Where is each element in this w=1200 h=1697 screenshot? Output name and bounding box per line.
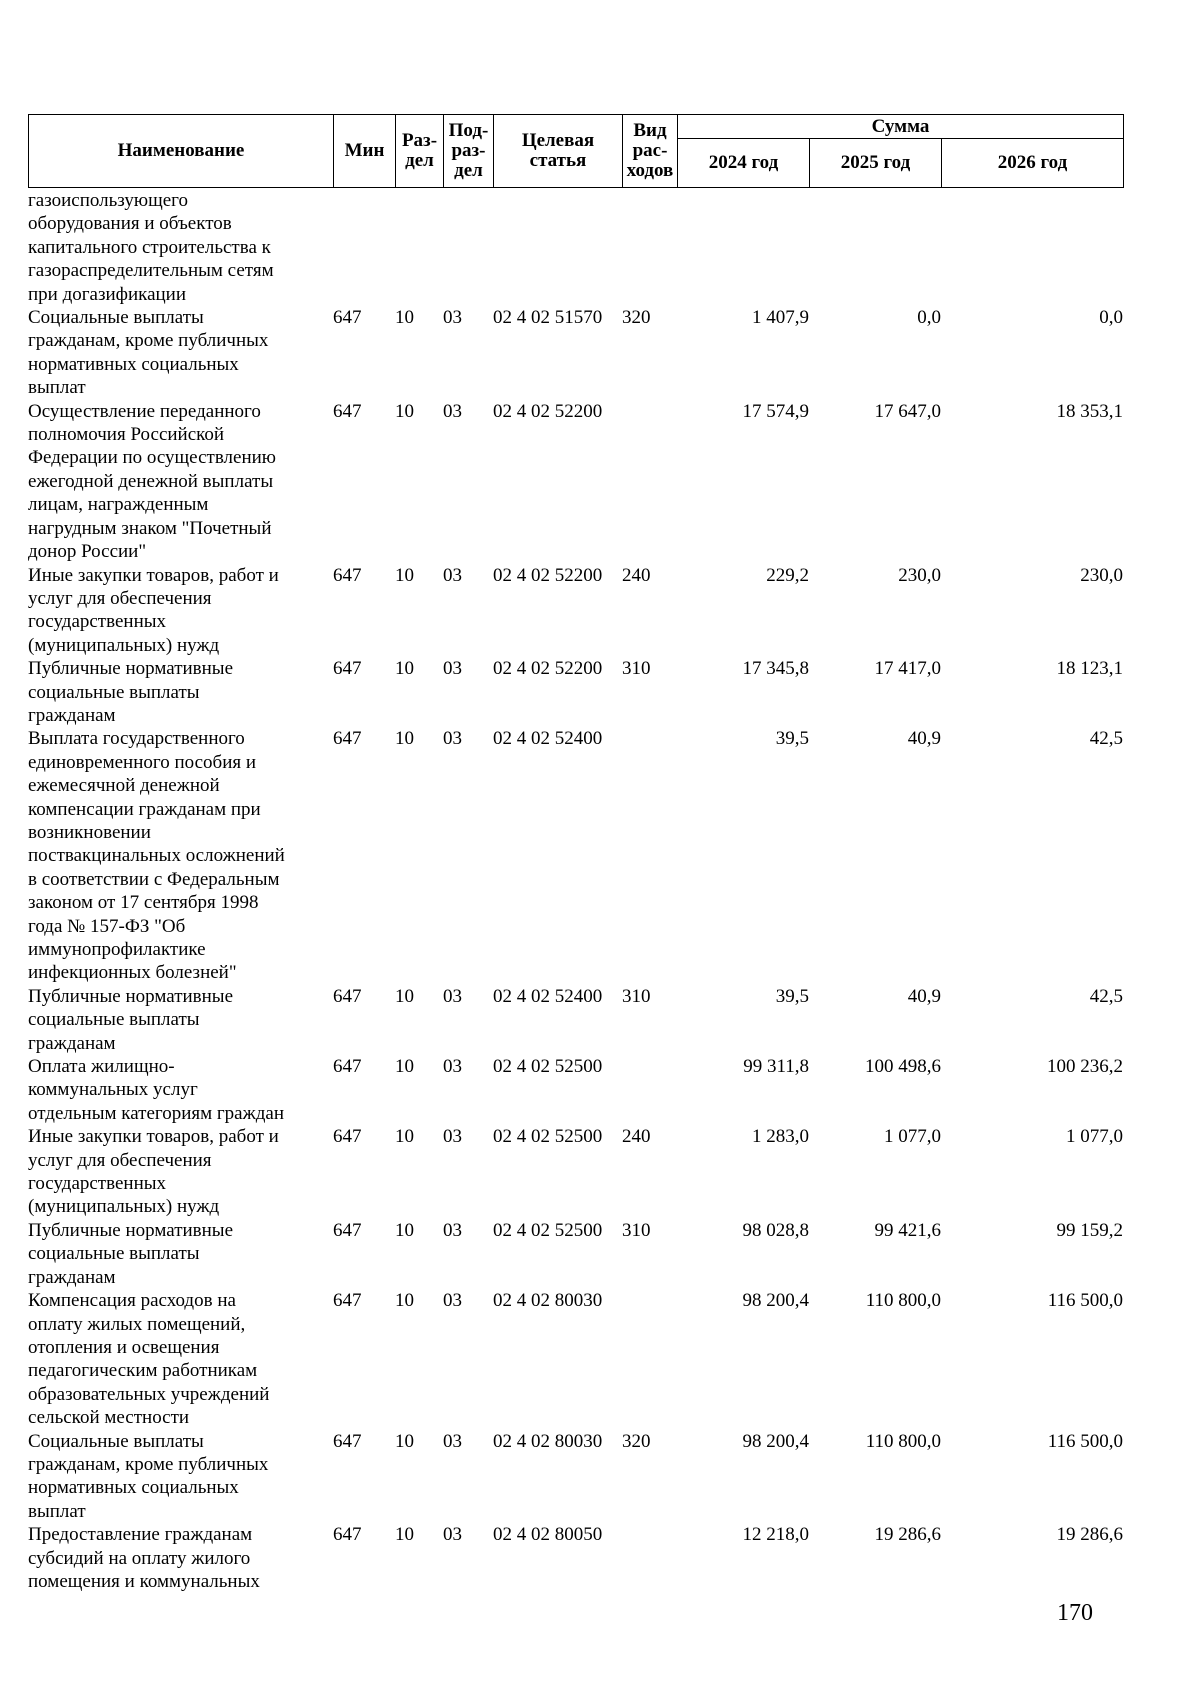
row-razdel: 10 [395, 728, 414, 750]
row-sum-2026: 116 500,0 [1047, 1290, 1123, 1312]
row-sum-2025: 17 417,0 [874, 658, 941, 680]
row-min: 647 [333, 307, 362, 329]
table-row [28, 1219, 1123, 1289]
row-sum-2024: 1 407,9 [752, 307, 809, 329]
row-name-text: Публичные нормативные социальные выплаты гражданам [28, 658, 234, 726]
row-vid: 240 [622, 1126, 651, 1148]
row-razdel: 10 [395, 1126, 414, 1148]
row-vid [622, 1523, 677, 1593]
row-sum-2024: 12 218,0 [742, 1524, 809, 1546]
header-podrazdel [444, 115, 494, 188]
row-razdel: 10 [395, 1056, 414, 1078]
row-min: 647 [333, 1430, 362, 1452]
row-celevaya: 02 4 02 80030 [493, 1430, 603, 1452]
row-podrazdel: 03 [443, 1126, 462, 1148]
row-sum-2026: 230,0 [1080, 564, 1123, 586]
header-podrazdel-text: Под- раз- дел [448, 120, 489, 181]
row-celevaya: 02 4 02 52200 [493, 400, 603, 422]
row-sum-2025: 0,0 [917, 307, 941, 329]
row-sum-2025: 110 800,0 [865, 1430, 941, 1452]
row-vid: 310 [622, 1219, 651, 1241]
row-sum-2024 [677, 189, 809, 306]
row-min: 647 [333, 1524, 362, 1546]
header-min: Мин [334, 115, 396, 188]
row-celevaya: 02 4 02 52500 [493, 1056, 603, 1078]
row-razdel: 10 [395, 1290, 414, 1312]
header-name: Наименование [29, 115, 334, 188]
row-celevaya [493, 189, 622, 306]
row-razdel: 10 [395, 1219, 414, 1241]
row-name-text: Иные закупки товаров, работ и услуг для обеспечения государственных (муниципальных) нужд [28, 564, 279, 656]
row-sum-2024: 17 574,9 [742, 400, 809, 422]
row-razdel: 10 [395, 564, 414, 586]
row-sum-2025: 99 421,6 [874, 1219, 941, 1241]
header-vid-text: Вид рас- ходов [626, 120, 674, 181]
row-name [28, 1430, 333, 1524]
row-min: 647 [333, 1219, 362, 1241]
table-row [28, 985, 1123, 1055]
row-name [28, 727, 333, 984]
row-podrazdel: 03 [443, 400, 462, 422]
row-razdel: 10 [395, 1524, 414, 1546]
row-sum-2025 [809, 189, 941, 306]
row-name [28, 1523, 333, 1593]
row-sum-2026: 42,5 [1089, 728, 1123, 750]
row-sum-2025: 1 077,0 [884, 1126, 941, 1148]
row-razdel: 10 [395, 307, 414, 329]
row-sum-2025: 19 286,6 [874, 1524, 941, 1546]
row-celevaya: 02 4 02 52200 [493, 564, 603, 586]
row-sum-2025: 230,0 [898, 564, 941, 586]
row-sum-2026: 18 353,1 [1056, 400, 1123, 422]
row-vid: 310 [622, 985, 651, 1007]
row-vid: 240 [622, 564, 651, 586]
row-podrazdel: 03 [443, 1430, 462, 1452]
row-podrazdel [443, 189, 493, 306]
table-row [28, 1430, 1123, 1524]
row-razdel: 10 [395, 400, 414, 422]
row-celevaya: 02 4 02 52500 [493, 1219, 603, 1241]
row-min: 647 [333, 658, 362, 680]
row-podrazdel: 03 [443, 1056, 462, 1078]
row-sum-2026: 1 077,0 [1066, 1126, 1123, 1148]
row-razdel: 10 [395, 1430, 414, 1452]
table-row [28, 306, 1123, 400]
row-name [28, 1125, 333, 1219]
row-vid: 310 [622, 658, 651, 680]
row-podrazdel: 03 [443, 985, 462, 1007]
row-celevaya: 02 4 02 51570 [493, 307, 603, 329]
row-celevaya: 02 4 02 52200 [493, 658, 603, 680]
row-sum-2024: 1 283,0 [752, 1126, 809, 1148]
table-row [28, 727, 1123, 984]
row-celevaya: 02 4 02 52400 [493, 728, 603, 750]
row-name [28, 1289, 333, 1429]
row-sum-2024: 98 028,8 [742, 1219, 809, 1241]
row-name-text: Социальные выплаты гражданам, кроме публичных нормативных социальных выплат [28, 1430, 269, 1522]
row-sum-2025: 100 498,6 [865, 1056, 941, 1078]
row-podrazdel: 03 [443, 1524, 462, 1546]
row-vid [622, 727, 677, 984]
row-podrazdel: 03 [443, 728, 462, 750]
table-row [28, 189, 1123, 306]
row-min: 647 [333, 400, 362, 422]
row-celevaya: 02 4 02 52400 [493, 985, 603, 1007]
row-min: 647 [333, 1290, 362, 1312]
row-celevaya: 02 4 02 80050 [493, 1524, 603, 1546]
row-name [28, 1055, 333, 1125]
row-razdel: 10 [395, 985, 414, 1007]
row-name [28, 985, 333, 1055]
header-summa: Сумма [678, 115, 1124, 139]
header-razdel-text: Раз- дел [401, 130, 438, 171]
row-sum-2026: 100 236,2 [1047, 1056, 1123, 1078]
row-sum-2024: 39,5 [775, 985, 809, 1007]
row-podrazdel: 03 [443, 564, 462, 586]
row-min: 647 [333, 985, 362, 1007]
row-vid: 320 [622, 307, 651, 329]
row-name-text: Выплата государственного единовременного пособия и ежемесячной денежной компенсации гражданам при возникновении поствакцинальных осложнений в соответствии с Федеральным законом от 17 сентября 1998 года № 157-ФЗ "Об иммунопрофилактике инфекционных болезней" [28, 728, 285, 984]
row-min: 647 [333, 1056, 362, 1078]
row-sum-2024: 99 311,8 [743, 1056, 809, 1078]
row-sum-2026: 99 159,2 [1056, 1219, 1123, 1241]
row-podrazdel: 03 [443, 1290, 462, 1312]
row-sum-2025: 40,9 [907, 728, 941, 750]
row-razdel [395, 189, 443, 306]
row-sum-2026: 19 286,6 [1056, 1524, 1123, 1546]
page-number: 170 [1057, 1600, 1093, 1626]
row-min: 647 [333, 728, 362, 750]
row-sum-2024: 98 200,4 [742, 1290, 809, 1312]
row-name [28, 564, 333, 658]
row-celevaya: 02 4 02 80030 [493, 1290, 603, 1312]
row-name [28, 189, 333, 306]
header-razdel [396, 115, 444, 188]
row-sum-2024: 98 200,4 [742, 1430, 809, 1452]
row-sum-2025: 17 647,0 [874, 400, 941, 422]
table-row [28, 1289, 1123, 1429]
header-vid [623, 115, 678, 188]
row-vid: 320 [622, 1430, 651, 1452]
row-vid [622, 1289, 677, 1429]
table-row [28, 1055, 1123, 1125]
row-vid [622, 400, 677, 564]
row-name-text: Осуществление переданного полномочия Российской Федерации по осуществлению ежегодной денежной выплаты лицам, награжденным нагрудным знаком "Почетный донор России" [28, 400, 276, 563]
header-celevaya [494, 115, 623, 188]
row-sum-2026: 116 500,0 [1047, 1430, 1123, 1452]
row-razdel: 10 [395, 658, 414, 680]
row-name-text: Социальные выплаты гражданам, кроме публичных нормативных социальных выплат [28, 307, 269, 399]
row-sum-2025: 110 800,0 [865, 1290, 941, 1312]
row-min: 647 [333, 564, 362, 586]
table-row [28, 564, 1123, 658]
row-name-text: Оплата жилищно- коммунальных услуг отдельным категориям граждан [28, 1056, 284, 1124]
table-header [28, 114, 1124, 188]
row-sum-2026: 0,0 [1099, 307, 1123, 329]
row-podrazdel: 03 [443, 307, 462, 329]
row-sum-2025: 40,9 [907, 985, 941, 1007]
row-vid [622, 1055, 677, 1125]
row-vid [622, 189, 677, 306]
row-name-text: Иные закупки товаров, работ и услуг для обеспечения государственных (муниципальных) нужд [28, 1126, 279, 1218]
row-podrazdel: 03 [443, 1219, 462, 1241]
row-sum-2024: 229,2 [766, 564, 809, 586]
row-name [28, 657, 333, 727]
header-2026: 2026 год [942, 139, 1124, 188]
header-celevaya-text: Целевая статья [521, 130, 595, 171]
row-sum-2026: 42,5 [1089, 985, 1123, 1007]
table-row [28, 657, 1123, 727]
row-name [28, 400, 333, 564]
header-2025: 2025 год [810, 139, 942, 188]
table-row [28, 400, 1123, 564]
row-name-text: Компенсация расходов на оплату жилых помещений, отопления и освещения педагогическим работникам образовательных учреждений сельской местности [28, 1290, 270, 1429]
row-name-text: Публичные нормативные социальные выплаты гражданам [28, 985, 234, 1054]
table-row [28, 1125, 1123, 1219]
row-name-text: Предоставление гражданам субсидий на оплату жилого помещения и коммунальных [28, 1524, 260, 1592]
table-row [28, 1523, 1123, 1593]
header-2024: 2024 год [678, 139, 810, 188]
row-sum-2026 [941, 189, 1123, 306]
row-sum-2024: 17 345,8 [742, 658, 809, 680]
row-sum-2024: 39,5 [775, 728, 809, 750]
row-name-text: Публичные нормативные социальные выплаты гражданам [28, 1219, 234, 1288]
row-name [28, 306, 333, 400]
row-min [333, 189, 395, 306]
table-body [28, 189, 1123, 1593]
row-sum-2026: 18 123,1 [1056, 658, 1123, 680]
row-podrazdel: 03 [443, 658, 462, 680]
row-name-text: газоиспользующего оборудования и объектов капитального строительства к газораспределительным сетям при догазификации [28, 190, 274, 305]
row-min: 647 [333, 1126, 362, 1148]
row-name [28, 1219, 333, 1289]
row-celevaya: 02 4 02 52500 [493, 1126, 603, 1148]
